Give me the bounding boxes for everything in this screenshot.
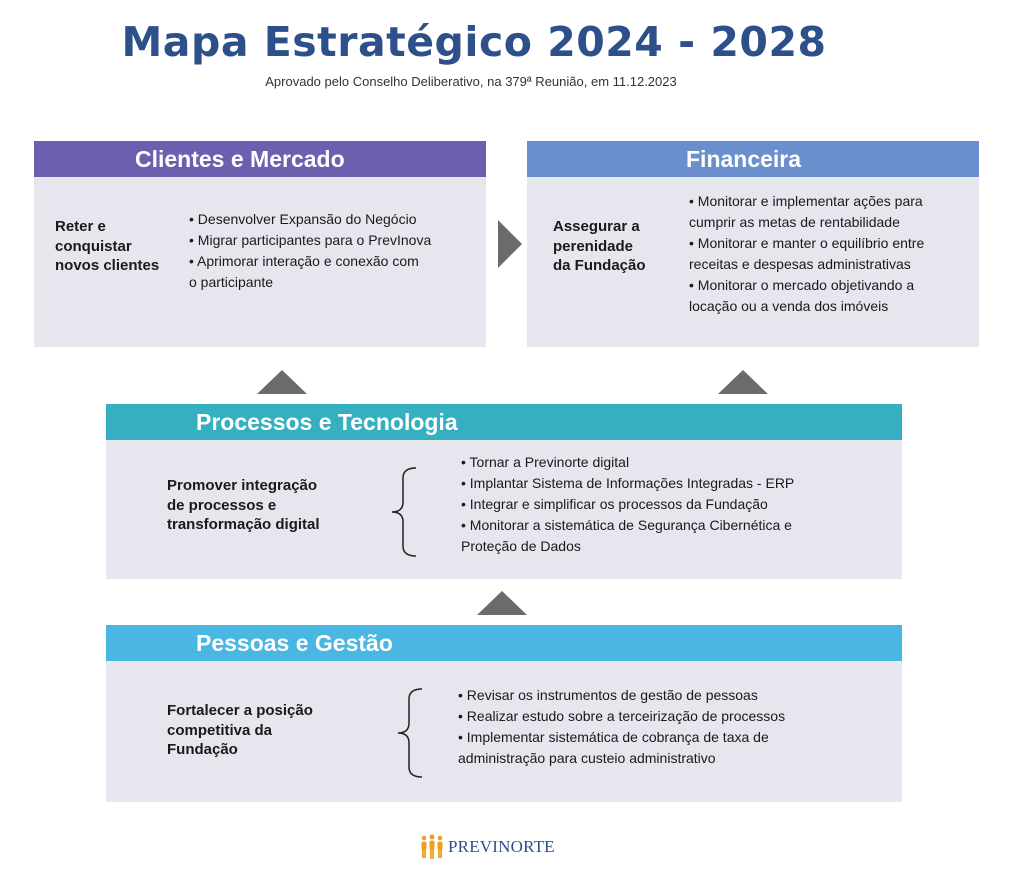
actions-processos [461, 452, 794, 557]
action-item: • Monitorar a sistemática de Segurança Cibernética e [461, 517, 792, 533]
action-item: • Monitorar e manter o equilíbrio entre [689, 235, 925, 251]
title-financeira: Financeira [686, 146, 802, 172]
actions-clientes [189, 209, 431, 293]
objective-line: Fortalecer a posição [167, 702, 313, 719]
arrow-up-icon [477, 591, 527, 615]
arrow-up-icon [257, 370, 307, 394]
action-item: • Desenvolver Expansão do Negócio [189, 211, 417, 227]
action-item: o participante [189, 274, 274, 290]
action-item: cumprir as metas de rentabilidade [689, 214, 900, 230]
logo-text: PREVINORTE [448, 837, 555, 856]
objective-line: Promover integração [167, 477, 318, 494]
objective-line: de processos e [167, 496, 277, 514]
action-item: receitas e despesas administrativas [689, 256, 911, 272]
action-item: • Migrar participantes para o PrevInova [189, 232, 432, 248]
actions-pessoas [458, 685, 785, 769]
objective-line: Assegurar a [553, 218, 640, 235]
objective-line: conquistar [55, 237, 132, 255]
action-item: • Implementar sistemática de cobrança de taxa de [458, 729, 769, 745]
brace-icon [388, 466, 422, 558]
objective-line: novos clientes [55, 257, 160, 274]
page-subtitle: Aprovado pelo Conselho Deliberativo, na 379ª Reunião, em 11.12.2023 [265, 74, 677, 89]
action-item: • Integrar e simplificar os processos da Fundação [461, 496, 768, 512]
header-clientes-mercado [34, 141, 486, 177]
title-pessoas-gestao: Pessoas e Gestão [196, 630, 393, 656]
action-item: Proteção de Dados [461, 538, 581, 554]
action-item: • Implantar Sistema de Informações Integradas - ERP [461, 475, 795, 491]
objective-financeira [553, 217, 646, 276]
brace-icon [394, 687, 428, 779]
objective-clientes [55, 217, 159, 276]
action-item: • Revisar os instrumentos de gestão de pessoas [458, 687, 758, 703]
action-item: • Monitorar e implementar ações para [689, 193, 923, 209]
actions-financeira [689, 191, 924, 317]
header-pessoas-gestao [106, 625, 902, 661]
objective-line: transformação digital [167, 516, 320, 533]
action-item: • Aprimorar interação e conexão com [189, 253, 419, 269]
objective-line: da Fundação [553, 257, 646, 274]
page-title: Mapa Estratégico 2024 - 2028 [121, 18, 827, 66]
title-processos-tecnologia: Processos e Tecnologia [196, 409, 458, 435]
objective-pessoas [167, 701, 313, 760]
arrow-up-icon [718, 370, 768, 394]
objective-line: Fundação [167, 741, 238, 758]
objective-processos [167, 476, 320, 535]
objective-line: perenidade [553, 237, 634, 255]
action-item: • Monitorar o mercado objetivando a [689, 277, 915, 293]
box-clientes-mercado [34, 141, 486, 347]
previnorte-logo [420, 833, 555, 861]
objective-line: competitiva da [167, 721, 273, 739]
header-processos-tecnologia [106, 404, 902, 440]
box-pessoas-gestao [106, 625, 902, 802]
people-logo-icon [420, 834, 444, 860]
box-processos-tecnologia [106, 404, 902, 579]
arrow-right-icon [498, 220, 522, 268]
objective-line: Reter e [55, 218, 106, 235]
header-financeira [527, 141, 979, 177]
box-financeira [527, 141, 979, 347]
action-item: locação ou a venda dos imóveis [689, 298, 889, 314]
action-item: • Realizar estudo sobre a terceirização de processos [458, 708, 786, 724]
action-item: administração para custeio administrativo [458, 750, 716, 766]
action-item: • Tornar a Previnorte digital [461, 454, 630, 470]
title-clientes-mercado: Clientes e Mercado [135, 146, 345, 172]
